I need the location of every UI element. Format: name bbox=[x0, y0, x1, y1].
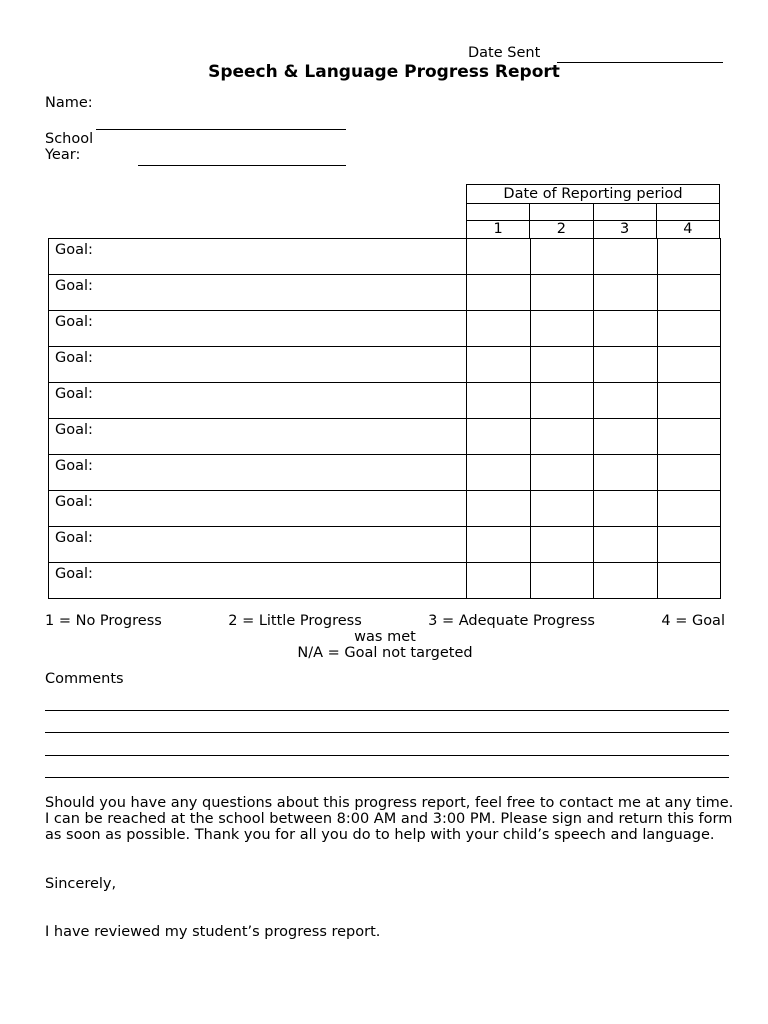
goal-label[interactable]: Goal: bbox=[49, 563, 467, 599]
reporting-period-header: Date of Reporting period bbox=[467, 185, 720, 204]
goal-rating-cell[interactable] bbox=[594, 419, 658, 455]
goal-rating-cell[interactable] bbox=[657, 347, 721, 383]
goal-rating-cell[interactable] bbox=[530, 527, 594, 563]
period-number: 1 bbox=[467, 221, 530, 239]
goal-rating-cell[interactable] bbox=[594, 563, 658, 599]
goal-label[interactable]: Goal: bbox=[49, 419, 467, 455]
goal-label[interactable]: Goal: bbox=[49, 491, 467, 527]
period-date-cell[interactable] bbox=[593, 204, 656, 221]
goals-table bbox=[48, 238, 721, 599]
legend-not-targeted: N/A = Goal not targeted bbox=[297, 645, 473, 661]
legend-little-progress: 2 = Little Progress bbox=[228, 613, 362, 629]
goal-row bbox=[49, 563, 721, 599]
page-title: Speech & Language Progress Report bbox=[208, 62, 560, 82]
goal-rating-cell[interactable] bbox=[467, 563, 531, 599]
goal-row bbox=[49, 239, 721, 275]
goal-rating-cell[interactable] bbox=[530, 347, 594, 383]
comment-line[interactable] bbox=[45, 777, 729, 778]
goal-row bbox=[49, 383, 721, 419]
goal-label[interactable]: Goal: bbox=[49, 275, 467, 311]
goal-rating-cell[interactable] bbox=[530, 419, 594, 455]
goal-rating-cell[interactable] bbox=[467, 491, 531, 527]
goal-label[interactable]: Goal: bbox=[49, 527, 467, 563]
period-date-cell[interactable] bbox=[656, 204, 719, 221]
name-label: Name: bbox=[45, 95, 93, 111]
comments-label: Comments bbox=[45, 671, 124, 687]
goal-rating-cell[interactable] bbox=[657, 311, 721, 347]
goal-rating-cell[interactable] bbox=[530, 239, 594, 275]
goal-rating-cell[interactable] bbox=[530, 491, 594, 527]
goal-rating-cell[interactable] bbox=[467, 455, 531, 491]
legend-goal-met-continued: was met bbox=[354, 629, 416, 645]
goal-rating-cell[interactable] bbox=[594, 239, 658, 275]
goal-label[interactable]: Goal: bbox=[49, 383, 467, 419]
goal-rating-cell[interactable] bbox=[467, 419, 531, 455]
goal-rating-cell[interactable] bbox=[467, 275, 531, 311]
name-line[interactable] bbox=[96, 129, 346, 130]
goal-rating-cell[interactable] bbox=[530, 455, 594, 491]
goal-rating-cell[interactable] bbox=[530, 383, 594, 419]
goal-rating-cell[interactable] bbox=[467, 383, 531, 419]
goal-row bbox=[49, 311, 721, 347]
date-sent-label: Date Sent bbox=[468, 45, 541, 61]
period-date-cell[interactable] bbox=[530, 204, 593, 221]
goal-rating-cell[interactable] bbox=[594, 383, 658, 419]
goal-rating-cell[interactable] bbox=[657, 239, 721, 275]
goal-rating-cell[interactable] bbox=[657, 455, 721, 491]
goal-rating-cell[interactable] bbox=[594, 347, 658, 383]
goal-rating-cell[interactable] bbox=[657, 527, 721, 563]
goal-rating-cell[interactable] bbox=[467, 347, 531, 383]
comment-line[interactable] bbox=[45, 710, 729, 711]
reporting-period-table bbox=[466, 184, 720, 239]
contact-message: Should you have any questions about this progress report, feel free to contact me at any time. I can be reached at the school between 8:00 AM and 3:00 PM. Please sign and return this form as soon as possible. Thank you for all you do to help with your child’s speech and language. bbox=[45, 795, 734, 843]
goal-rating-cell[interactable] bbox=[657, 275, 721, 311]
period-date-cell[interactable] bbox=[467, 204, 530, 221]
period-number: 4 bbox=[656, 221, 719, 239]
goal-rating-cell[interactable] bbox=[594, 311, 658, 347]
goal-rating-cell[interactable] bbox=[594, 455, 658, 491]
period-number: 2 bbox=[530, 221, 593, 239]
goal-row bbox=[49, 347, 721, 383]
goal-rating-cell[interactable] bbox=[657, 419, 721, 455]
legend-adequate-progress: 3 = Adequate Progress bbox=[428, 613, 595, 629]
goal-row bbox=[49, 455, 721, 491]
legend-no-progress: 1 = No Progress bbox=[45, 613, 162, 629]
goal-rating-cell[interactable] bbox=[467, 311, 531, 347]
goal-rating-cell[interactable] bbox=[594, 275, 658, 311]
school-year-line[interactable] bbox=[138, 165, 346, 166]
period-number: 3 bbox=[593, 221, 656, 239]
goal-rating-cell[interactable] bbox=[657, 491, 721, 527]
goal-rating-cell[interactable] bbox=[467, 527, 531, 563]
goal-rating-cell[interactable] bbox=[530, 275, 594, 311]
acknowledgement: I have reviewed my student’s progress report. bbox=[45, 924, 381, 940]
goal-row bbox=[49, 419, 721, 455]
rating-legend bbox=[45, 613, 725, 661]
goal-rating-cell[interactable] bbox=[657, 563, 721, 599]
closing: Sincerely, bbox=[45, 876, 117, 892]
goal-row bbox=[49, 275, 721, 311]
goal-rating-cell[interactable] bbox=[594, 491, 658, 527]
legend-goal-met: 4 = Goal bbox=[661, 613, 725, 629]
goal-row bbox=[49, 491, 721, 527]
school-year-label: School Year: bbox=[45, 131, 94, 163]
comment-line[interactable] bbox=[45, 732, 729, 733]
comment-line[interactable] bbox=[45, 755, 729, 756]
goal-rating-cell[interactable] bbox=[594, 527, 658, 563]
goal-rating-cell[interactable] bbox=[530, 563, 594, 599]
goal-label[interactable]: Goal: bbox=[49, 455, 467, 491]
goal-row bbox=[49, 527, 721, 563]
goal-rating-cell[interactable] bbox=[657, 383, 721, 419]
goal-label[interactable]: Goal: bbox=[49, 347, 467, 383]
goal-label[interactable]: Goal: bbox=[49, 239, 467, 275]
goal-label[interactable]: Goal: bbox=[49, 311, 467, 347]
goal-rating-cell[interactable] bbox=[530, 311, 594, 347]
goal-rating-cell[interactable] bbox=[467, 239, 531, 275]
